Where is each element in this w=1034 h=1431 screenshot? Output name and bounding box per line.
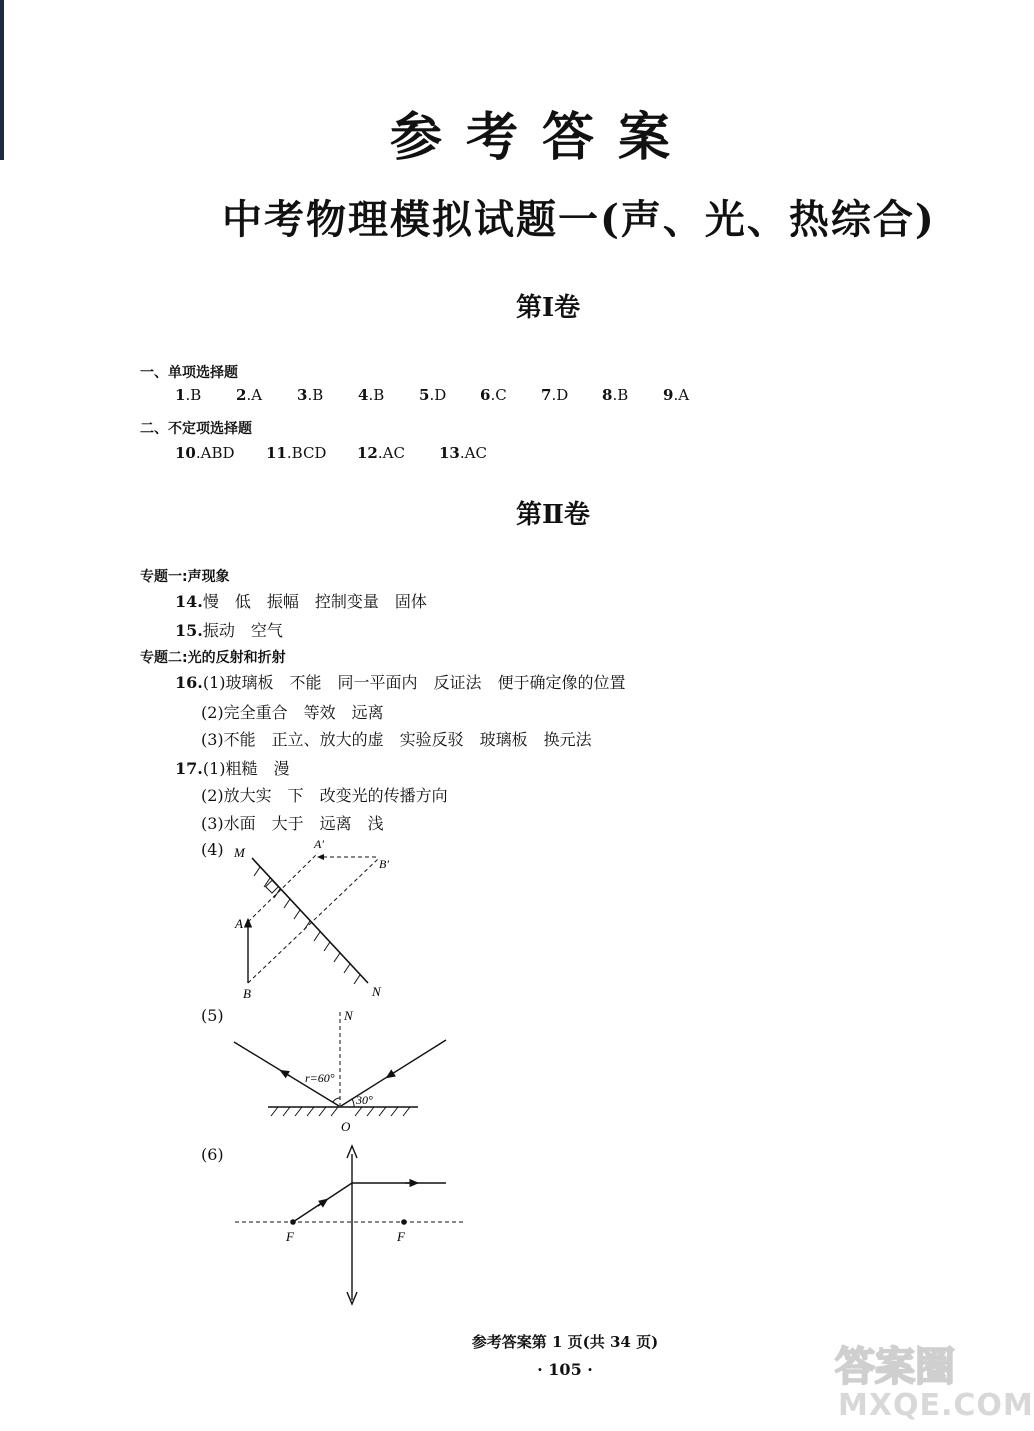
q16-part2: (2)完全重合 等效 远离 xyxy=(201,703,384,722)
incident-ray-arrow xyxy=(389,1072,395,1076)
dashed-line-B-to-B-image xyxy=(248,859,378,983)
answer-item: 2.A xyxy=(236,386,263,404)
answer-item: 4.B xyxy=(358,386,385,404)
topic2-label: 专题二:光的反射和折射 xyxy=(140,650,286,666)
focus-right xyxy=(401,1219,407,1225)
reflected-ray-arrow xyxy=(283,1072,290,1076)
exam-subtitle: 中考物理模拟试题一(声、光、热综合) xyxy=(222,196,936,243)
answer-item: 7.D xyxy=(541,386,569,404)
q17-part6-label: (6) xyxy=(201,1145,224,1164)
single-choice-answers xyxy=(175,386,703,404)
mirror-hatching xyxy=(254,867,360,984)
surface-hatching xyxy=(271,1107,410,1116)
label-N: N xyxy=(372,984,381,999)
answer-item: 13.AC xyxy=(439,444,487,462)
page-footer: 参考答案第 1 页(共 34 页) xyxy=(471,1333,659,1351)
watermark-logo-text: 答案圈 xyxy=(835,1344,955,1390)
label-N: N xyxy=(344,1008,353,1023)
answer-item: 6.C xyxy=(480,386,507,404)
watermark-url: MXQE.COM xyxy=(838,1388,1034,1423)
page-title: 参考答案 xyxy=(389,107,694,168)
q17-part2: (2)放大实 下 改变光的传播方向 xyxy=(201,786,448,805)
label-O: O xyxy=(341,1119,351,1134)
answer-item: 3.B xyxy=(297,386,324,404)
single-choice-label: 一、单项选择题 xyxy=(140,365,238,381)
ray-through-focus-arrow xyxy=(318,1201,325,1206)
dashed-line-A-to-A-image xyxy=(248,853,318,922)
lens-diagram xyxy=(230,1140,470,1310)
q17-part4-label: (4) xyxy=(201,840,224,859)
q16-part3: (3)不能 正立、放大的虚 实验反驳 玻璃板 换元法 xyxy=(201,730,592,749)
label-B: B xyxy=(243,986,251,1001)
label-F-right: F xyxy=(397,1229,405,1244)
page-number: · 105 · xyxy=(537,1360,593,1379)
surface-angle-arc xyxy=(352,1099,354,1107)
label-A: A xyxy=(235,916,243,931)
mirror-image-diagram xyxy=(220,835,420,1005)
q16-part1: 16.(1)玻璃板 不能 同一平面内 反证法 便于确定像的位置 xyxy=(175,673,626,692)
label-M: M xyxy=(234,845,245,860)
plane-mirror xyxy=(252,858,368,983)
answer-item: 9.A xyxy=(663,386,690,404)
watermark-logo xyxy=(835,1340,985,1390)
q17-part1: 17.(1)粗糙 漫 xyxy=(175,759,290,778)
label-B-image: B′ xyxy=(379,857,389,871)
answer-item: 11.BCD xyxy=(266,444,327,462)
reflection-diagram xyxy=(228,1005,458,1135)
part2-heading: 第Ⅱ卷 xyxy=(516,500,590,530)
reflection-angle-label: r=60° xyxy=(305,1071,335,1085)
q14-answer: 14.慢 低 振幅 控制变量 固体 xyxy=(175,592,427,611)
label-A-image: A′ xyxy=(314,837,324,851)
answer-item: 5.D xyxy=(419,386,447,404)
multi-choice-label: 二、不定项选择题 xyxy=(140,421,252,437)
answer-item: 10.ABD xyxy=(175,444,235,462)
answer-item: 1.B xyxy=(175,386,202,404)
answer-item: 12.AC xyxy=(357,444,405,462)
label-F-left: F xyxy=(286,1229,294,1244)
focus-left xyxy=(290,1219,296,1225)
reflection-angle-arc xyxy=(333,1098,340,1102)
surface-angle-label: 30° xyxy=(356,1093,373,1107)
q15-answer: 15.振动 空气 xyxy=(175,621,283,640)
multi-choice-answers xyxy=(175,444,499,462)
topic1-label: 专题一:声现象 xyxy=(140,569,230,585)
q17-part3: (3)水面 大于 远离 浅 xyxy=(201,814,384,833)
part1-heading: 第Ⅰ卷 xyxy=(516,293,581,323)
q17-part5-label: (5) xyxy=(201,1006,224,1025)
answer-item: 8.B xyxy=(602,386,629,404)
